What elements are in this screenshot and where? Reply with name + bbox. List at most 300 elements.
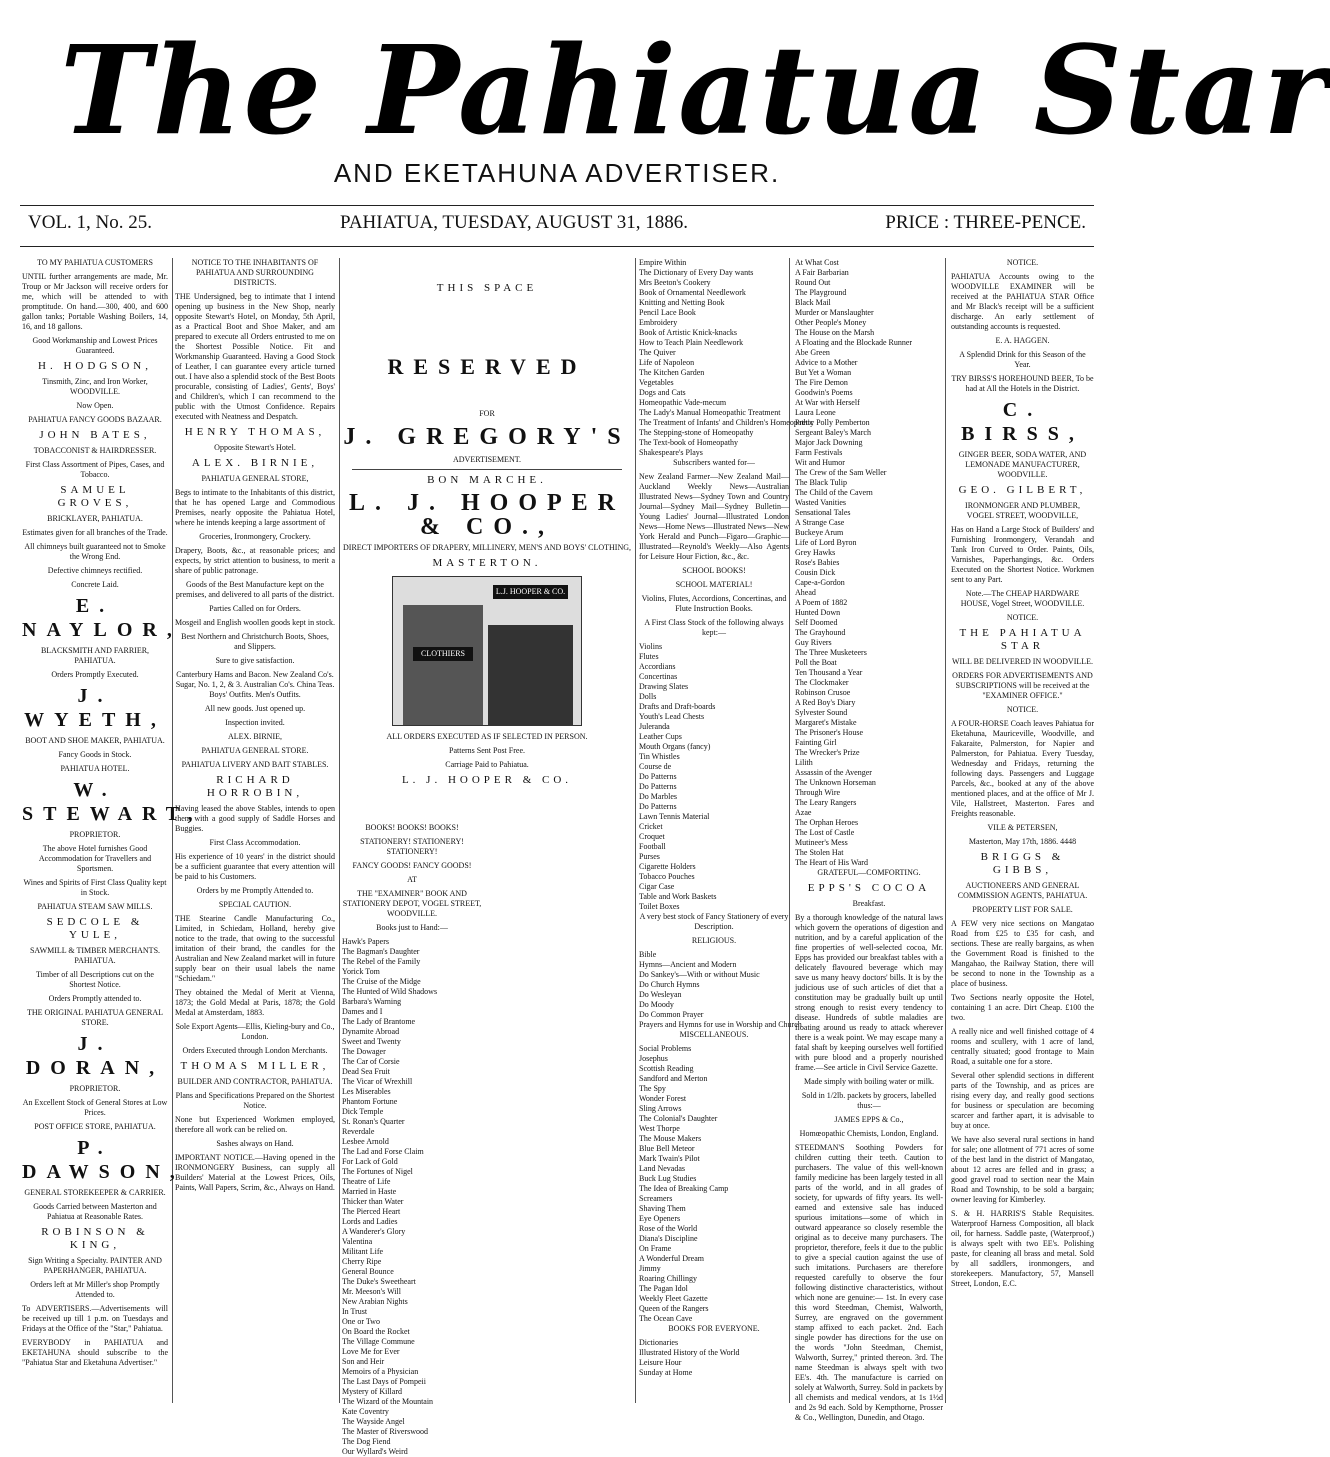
list-item: At What Cost xyxy=(795,258,839,267)
ad-text: Carriage Paid to Pahiatua. xyxy=(445,760,529,769)
list-item: The Lady's Manual Homeopathic Treatment xyxy=(639,408,781,417)
ad-text: Groceries, Ironmongery, Crockery. xyxy=(199,532,311,541)
list-item: Illustrated History of the World xyxy=(639,1348,740,1357)
list-item: Round Out xyxy=(795,278,831,287)
ad-heading: PAHIATUA FANCY GOODS BAZAAR. xyxy=(28,415,162,424)
misc-list xyxy=(639,1044,789,1324)
column-1 xyxy=(22,258,203,1403)
advertiser-trade: AUCTIONEERS AND GENERAL COMMISSION AGENTS, PAHIATUA. xyxy=(957,881,1088,900)
list-item: Lesbee Arnold xyxy=(342,1137,389,1146)
ad-heading: PROPERTY LIST FOR SALE. xyxy=(972,905,1073,914)
column-2 xyxy=(175,258,335,1403)
list-item: Hawk's Papers xyxy=(342,937,389,946)
list-item: Blue Bell Meteor xyxy=(639,1144,695,1153)
list-item: On Board the Rocket xyxy=(342,1327,410,1336)
ad-heading: Subscribers wanted for— xyxy=(673,458,755,467)
ad-text: ADVERTISEMENT. xyxy=(452,455,522,464)
list-item: Hunted Down xyxy=(795,608,841,617)
list-item: The Wrecker's Prize xyxy=(795,748,860,757)
advertiser-name: H. HODGSON, xyxy=(38,360,152,372)
ad-heading: MASTERTON. xyxy=(432,557,542,569)
advertiser-name: W. STEWART, xyxy=(22,779,203,825)
list-item: Dynamite Abroad xyxy=(342,1027,400,1036)
column-3 xyxy=(342,258,632,1456)
ad-text: A Splendid Drink for this Season of the Year. xyxy=(959,350,1086,369)
advertiser-trade: TOBACCONIST & HAIRDRESSER. xyxy=(33,446,157,455)
list-item: The Colonial's Daughter xyxy=(639,1114,718,1123)
list-item: Book of Ornamental Needlework xyxy=(639,288,746,297)
advertiser-name: ALEX. BIRNIE, xyxy=(191,457,319,469)
ad-text: S. & H. HARRIS'S Stable Requisites. Waterproof Harness Composition, all black oil, for harness. Saddle paste, (Waterproof,) is always spelt with two EE's. Polishing paste, for cleaning all brass and metal. Sold by all saddlers, ironmongers, and storekeepers. Manufactory, 57, Mansell Street, London, E.C. xyxy=(951,1209,1094,1288)
list-item: St. Ronan's Quarter xyxy=(342,1117,405,1126)
list-item: Book of Artistic Knick-knacks xyxy=(639,328,737,337)
list-item: Dogs and Cats xyxy=(639,388,686,397)
issue-price: PRICE : THREE-PENCE. xyxy=(885,212,1086,233)
advertiser-name: HENRY THOMAS, xyxy=(184,426,326,438)
list-item: The Lad and Forse Claim xyxy=(342,1147,424,1156)
list-item: The Text-book of Homeopathy xyxy=(639,438,739,447)
masthead-rule-top xyxy=(20,205,1094,206)
list-item: How to Teach Plain Needlework xyxy=(639,338,744,347)
list-item: West Thorpe xyxy=(639,1124,680,1133)
ad-text: Wines and Spirits of First Class Quality kept in Stock. xyxy=(23,878,167,897)
list-item: The Lady of Brantome xyxy=(342,1017,416,1026)
list-item: Lords and Ladies xyxy=(342,1217,398,1226)
list-item: Advice to a Mother xyxy=(795,358,858,367)
list-item: Les Miserables xyxy=(342,1087,391,1096)
list-item: Do Patterns xyxy=(639,782,677,791)
ad-heading: NOTICE TO THE INHABITANTS OF PAHIATUA AND SURROUNDING DISTRICTS. xyxy=(191,258,319,287)
ad-heading: SCHOOL MATERIAL! xyxy=(675,580,753,589)
list-item: Abe Green xyxy=(795,348,830,357)
advertiser-name: VILE & PETERSEN, xyxy=(987,823,1058,832)
ad-text: A really nice and well finished cottage of 4 rooms and scullery, with 1 acre of land, centrally situated; good frontage to Main Road, a suitable one for a store. xyxy=(951,1027,1094,1066)
ad-text: None but Experienced Workmen employed, therefore all work can be relied on. xyxy=(175,1115,335,1134)
list-item: A Floating and the Blockade Runner xyxy=(795,338,913,347)
ad-heading: THE "EXAMINER" BOOK AND STATIONERY DEPOT, VOGEL STREET, WOODVILLE. xyxy=(342,889,482,918)
list-item: Cape-a-Gordon xyxy=(795,578,845,587)
list-item: Dames and I xyxy=(342,1007,383,1016)
ad-text: THE Stearine Candle Manufacturing Co., Limited, in Schiedam, Holland, hereby give notice to the trade, that owing to the successful imitation of their brand, the candles for the Australian and New Zealand market will in future supply bear on their usual labels the name "Schiedam." xyxy=(175,914,335,983)
list-item: Wit and Humor xyxy=(795,458,845,467)
ad-text: Sold in 1/2lb. packets by grocers, labelled thus:— xyxy=(801,1091,937,1110)
columns xyxy=(22,258,1094,1456)
list-item: The Leary Rangers xyxy=(795,798,857,807)
ad-text: Goods of the Best Manufacture kept on the premises, and delivered to all parts of the district. xyxy=(175,580,335,599)
list-item: Theatre of Life xyxy=(342,1177,391,1186)
list-item: Poll the Boat xyxy=(795,658,837,667)
ad-text: Now Open. xyxy=(76,401,114,410)
ad-text: Breakfast. xyxy=(852,899,886,908)
ad-text: Defective chimneys rectified. xyxy=(47,566,143,575)
advertiser-name: ROBINSON & KING, xyxy=(41,1226,149,1251)
list-item: Rose's Babies xyxy=(795,558,840,567)
ad-text: Plans and Specifications Prepared on the Shortest Notice. xyxy=(175,1091,335,1110)
ad-heading: PAHIATUA HOTEL. xyxy=(60,764,130,773)
ad-text: Mosgeil and English woollen goods kept in stock. xyxy=(175,618,335,627)
list-item: The Cruise of the Midge xyxy=(342,977,421,986)
ad-text: Two Sections nearly opposite the Hotel, containing 1 an acre. Dirt Cheap. £100 the two. xyxy=(951,993,1094,1022)
list-item: Love Me for Ever xyxy=(342,1347,400,1356)
list-item: Buckeye Arum xyxy=(795,528,844,537)
advertiser-trade: PROPRIETOR. xyxy=(69,830,121,839)
list-item: Cigarette Holders xyxy=(639,862,696,871)
ad-heading: FANCY GOODS! FANCY GOODS! xyxy=(352,861,472,870)
advertiser-trade: PAHIATUA GENERAL STORE, xyxy=(201,474,309,483)
list-item: The Heart of His Ward xyxy=(795,858,868,867)
list-item: Murder or Manslaughter xyxy=(795,308,874,317)
list-item: Dick Temple xyxy=(342,1107,384,1116)
list-item: Drafts and Draft-boards xyxy=(639,702,716,711)
ad-text: ORDERS FOR ADVERTISEMENTS AND SUBSCRIPTIONS will be received at the "EXAMINER OFFICE." xyxy=(952,671,1093,700)
ad-text: Canterbury Hams and Bacon. New Zealand Co's. Sugar, No. 1, 2, & 3. Australian Co's. China Teas. Boys' Outfits. Men's Outfits. xyxy=(175,670,335,699)
advertiser-trade: PROPRIETOR. xyxy=(69,1084,121,1093)
list-item: Fainting Girl xyxy=(795,738,837,747)
list-item: The Orphan Heroes xyxy=(795,818,859,827)
list-item: Homeopathic Vade-mecum xyxy=(639,398,727,407)
ad-heading: THE ORIGINAL PAHIATUA GENERAL STORE. xyxy=(26,1008,164,1027)
list-item: New Arabian Nights xyxy=(342,1297,408,1306)
list-item: Do Sankey's—With or without Music xyxy=(639,970,760,979)
ad-text: Masterton, May 17th, 1886. 4448 xyxy=(968,837,1077,846)
ad-heading: SPECIAL CAUTION. xyxy=(218,900,292,909)
ad-heading: THIS SPACE xyxy=(436,282,538,294)
list-item: Our Wyllard's Weird xyxy=(342,1447,408,1456)
list-item: Sylvester Sound xyxy=(795,708,848,717)
ad-text: Begs to intimate to the Inhabitants of this district, that he has opened Large and Commodious Premises, nearly opposite the Pahiatua Hotel, where he intends keeping a large assortment of xyxy=(175,488,335,527)
list-item: Wonder Forest xyxy=(639,1094,687,1103)
advertiser-trade: BRICKLAYER, PAHIATUA. xyxy=(47,514,143,523)
ad-heading: GRATEFUL—COMFORTING. xyxy=(817,868,921,877)
ad-text: Inspection invited. xyxy=(225,718,285,727)
list-item: Pencil Lace Book xyxy=(639,308,696,317)
ad-text: FOR xyxy=(479,409,495,418)
building-right xyxy=(488,625,573,725)
ad-heading: BOOKS FOR EVERYONE. xyxy=(668,1324,760,1333)
list-item: Valentina xyxy=(342,1237,373,1246)
advertiser-trade: GINGER BEER, SODA WATER, AND LEMONADE MANUFACTURER, WOODVILLE. xyxy=(958,450,1087,479)
advertiser-name: JAMES EPPS & Co., xyxy=(834,1115,904,1124)
list-item: Accordians xyxy=(639,662,676,671)
ad-text: Parties Called on for Orders. xyxy=(209,604,301,613)
list-item: A Fair Barbarian xyxy=(795,268,849,277)
list-item: Son and Heir xyxy=(342,1357,385,1366)
list-item: Lilith xyxy=(795,758,813,767)
advertiser-trade: SAWMILL & TIMBER MERCHANTS. PAHIATUA. xyxy=(29,946,161,965)
list-item: Weekly Fleet Gazette xyxy=(639,1294,708,1303)
list-item: Reverdale xyxy=(342,1127,375,1136)
ad-text: First Class Assortment of Pipes, Cases, and Tobacco. xyxy=(25,460,165,479)
list-item: The Playground xyxy=(795,288,847,297)
newspaper-subtitle: AND EKETAHUNA ADVERTISER. xyxy=(333,158,781,188)
list-item: Phantom Fortune xyxy=(342,1097,398,1106)
ad-text: AT xyxy=(407,875,417,884)
list-item: Do Marbles xyxy=(639,792,677,801)
ad-heading: NOTICE. xyxy=(1006,705,1039,714)
advertiser-name: L. J. HOOPER & CO., xyxy=(348,490,625,540)
ad-heading: PAHIATUA STEAM SAW MILLS. xyxy=(37,902,153,911)
column-6 xyxy=(951,258,1094,1403)
ad-text: Note.—The CHEAP HARDWARE HOUSE, Vogel Street, WOODVILLE. xyxy=(960,589,1085,608)
ad-text: A First Class Stock of the following always kept:— xyxy=(644,618,784,637)
ad-text: An Excellent Stock of General Stores at Low Prices. xyxy=(22,1098,168,1117)
list-item: The Wizard of the Mountain xyxy=(342,1397,434,1406)
ad-text: Orders Executed through London Merchants. xyxy=(182,1046,328,1055)
list-item: Farm Festivals xyxy=(795,448,843,457)
ad-text: Patterns Sent Post Free. xyxy=(449,746,525,755)
advertiser-name: ALEX. BIRNIE, xyxy=(228,732,282,741)
dateline-bar xyxy=(28,212,1086,242)
list-item: The Unknown Horseman xyxy=(795,778,876,787)
list-item: General Bounce xyxy=(342,1267,394,1276)
list-item: At War with Herself xyxy=(795,398,860,407)
list-item: The Quiver xyxy=(639,348,676,357)
ad-heading: SCHOOL BOOKS! xyxy=(682,566,746,575)
list-item: Pretty Polly Pemberton xyxy=(795,418,870,427)
shop-sign: L.J. HOOPER & CO. xyxy=(493,585,568,599)
ad-heading: POST OFFICE STORE, PAHIATUA. xyxy=(34,1122,156,1131)
list-item: One or Two xyxy=(342,1317,380,1326)
list-item: Mutineer's Mess xyxy=(795,838,848,847)
ad-text: Orders by me Promptly Attended to. xyxy=(196,886,314,895)
list-item: A Red Boy's Diary xyxy=(795,698,856,707)
ad-text: They obtained the Medal of Merit at Vienna, 1873; the Gold Medal at Paris, 1878; the Gold Medal at Amsterdam, 1883. xyxy=(175,988,335,1017)
advertiser-trade: BOOT AND SHOE MAKER, PAHIATUA. xyxy=(25,736,165,745)
list-item: Tobacco Pouches xyxy=(639,872,695,881)
list-item: Lawn Tennis Material xyxy=(639,812,710,821)
list-item: Guy Rivers xyxy=(795,638,832,647)
list-item: The House on the Marsh xyxy=(795,328,875,337)
list-item: The Pagan Idol xyxy=(639,1284,688,1293)
list-item: Assassin of the Avenger xyxy=(795,768,872,777)
ad-text: His experience of 10 years' in the district should be a sufficient guarantee that every attention will be paid to his Customers. xyxy=(175,852,335,881)
ad-heading: NOTICE. xyxy=(1006,613,1039,622)
advertiser-name: L. J. HOOPER & CO. xyxy=(401,774,573,786)
list-item: Purses xyxy=(639,852,660,861)
list-item: Juleranda xyxy=(639,722,670,731)
volume-number: VOL. 1, No. 25. xyxy=(28,212,153,233)
ad-text: All new goods. Just opened up. xyxy=(204,704,306,713)
list-item: A Strange Case xyxy=(795,518,845,527)
ad-heading: TO MY PAHIATUA CUSTOMERS xyxy=(37,258,153,267)
list-item: The Three Musketeers xyxy=(795,648,867,657)
ad-text: New Zealand Farmer—New Zealand Mail—Auckland Weekly News—Australian Illustrated News—Sydney Town and Country Journal—Sydney Mail—Sydney Bulletin—Young Ladies' Journal—Illustrated London News—Home News—Illustrated News—New York Herald and Punch—Figaro—Graphic—Illustrated—Reynold's Weekly—Also Agents for Leisure Hour Fiction, &c., &c. xyxy=(639,472,789,561)
ad-text: Opposite Stewart's Hotel. xyxy=(214,443,296,452)
list-item: Concertinas xyxy=(639,672,678,681)
goods-list xyxy=(639,642,789,912)
advertiser-name: THOMAS MILLER, xyxy=(180,1060,330,1072)
ad-heading: BOOKS! BOOKS! BOOKS! xyxy=(365,823,459,832)
list-item: The Clockmaker xyxy=(795,678,849,687)
list-item: Table and Work Baskets xyxy=(639,892,717,901)
ad-text: ALL ORDERS EXECUTED AS IF SELECTED IN PERSON. xyxy=(386,732,588,741)
ad-text: STEEDMAN'S Soothing Powders for children cutting their teeth. Caution to purchasers. The value of this well-known family medicine has been largely tested in all parts of the world, and in all grades of society, for upwards of fifty years. Its well-earned and extensive sale has induced spurious imitations—some of which in outward appearance so closely resemble the original as to deceive many purchasers. The proprietor, therefore, feels it due to the public to give a special caution against the use of such imitations. Purchasers are therefore requested carefully to observe the four following distinctive characteristics, without which none are genuine:— 1st. In every case this word Steedman, Chemist, Walworth, Surrey, are engraved on the government stamp affixed to each packet. 2nd. Each single powder has directions for the use on the words "John Steedman, Chemist, Walworth, Surrey," printed thereon. 3rd. The name Steedman is always spelt with two EE's. 4th. The manufacture is carried on solely at Walworth, Surrey. Sold in packets by all chemists and medical vendors, at 1s 1½d and 2s 9d each. Sold by Kempthorne, Prosser & Co., Wellington, Dunedin, and Otago. xyxy=(795,1143,943,1422)
list-item: Shakespeare's Plays xyxy=(639,448,703,457)
ad-text: DIRECT IMPORTERS OF DRAPERY, MILLINERY, MEN'S AND BOYS' CLOTHING, xyxy=(343,543,631,552)
ad-text: Drapery, Boots, &c., at reasonable prices; and expects, by strict attention to business, to merit a share of public patronage. xyxy=(175,546,335,575)
advertiser-name: P. DAWSON, xyxy=(22,1137,185,1183)
list-item: Shaving Them xyxy=(639,1204,686,1213)
list-item: Eye Openers xyxy=(639,1214,681,1223)
ad-text: Sign Writing a Specialty. PAINTER AND PAPERHANGER, PAHIATUA. xyxy=(28,1256,162,1275)
ad-heading: MISCELLANEOUS. xyxy=(679,1030,749,1039)
ad-text: Sure to give satisfaction. xyxy=(215,656,295,665)
list-item: A Wonderful Dream xyxy=(639,1254,704,1263)
ad-text: Fancy Goods in Stock. xyxy=(58,750,132,759)
list-item: Married in Haste xyxy=(342,1187,397,1196)
ad-text: WILL BE DELIVERED IN WOODVILLE. xyxy=(951,657,1094,666)
list-item: Mystery of Killard xyxy=(342,1387,402,1396)
ad-heading: NOTICE. xyxy=(1006,258,1039,267)
list-item: The Pierced Heart xyxy=(342,1207,401,1216)
ad-text: Has on Hand a Large Stock of Builders' and Furnishing Ironmongery, Verandah and Tank Iron Curved to Order. Paints, Oils, Varnishes, Paperhangings, &c. Orders Executed on the Shortest Notice. Workmen sent to any Part. xyxy=(951,525,1094,584)
list-item: The Ocean Cave xyxy=(639,1314,693,1323)
list-item: Sling Arrows xyxy=(639,1104,682,1113)
building-left xyxy=(403,605,483,725)
list-item: In Trust xyxy=(342,1307,368,1316)
list-item: Social Problems xyxy=(639,1044,692,1053)
ad-text: The above Hotel furnishes Good Accommodation for Travellers and Sportsmen. xyxy=(38,844,152,873)
list-item: Self Doomed xyxy=(795,618,838,627)
advertiser-name: E. NAYLOR, xyxy=(22,595,182,641)
masthead xyxy=(0,0,1330,265)
advertiser-trade: BUILDER AND CONTRACTOR, PAHIATUA. xyxy=(177,1077,333,1086)
list-item: Knitting and Netting Book xyxy=(639,298,725,307)
shopfront-illustration xyxy=(392,576,582,726)
list-item: Empire Within xyxy=(639,258,687,267)
list-item: Vegetables xyxy=(639,378,674,387)
list-item: Rose of the World xyxy=(639,1224,698,1233)
ad-text: TRY BIRSS'S HOREHOUND BEER, To be had at All the Hotels in the District. xyxy=(951,374,1094,393)
list-item: Cricket xyxy=(639,822,663,831)
ad-text: Timber of all Descriptions cut on the Shortest Notice. xyxy=(36,970,154,989)
book-list xyxy=(342,937,482,1457)
list-item: The Dictionary of Every Day wants xyxy=(639,268,754,277)
list-item: Bible xyxy=(639,950,657,959)
list-item: Sensational Tales xyxy=(795,508,851,517)
ad-text: Sashes always on Hand. xyxy=(216,1139,294,1148)
newspaper-title: The Pahiatua Star xyxy=(60,18,1330,162)
advertiser-name: JOHN BATES, xyxy=(39,429,151,441)
list-item: The Dog Fiend xyxy=(342,1437,391,1446)
ad-text: Made simply with boiling water or milk. xyxy=(804,1077,934,1086)
list-item: Robinson Crusoe xyxy=(795,688,851,697)
list-item: Scottish Reading xyxy=(639,1064,694,1073)
list-item: Memoirs of a Physician xyxy=(342,1367,419,1376)
list-item: Violins xyxy=(639,642,663,651)
advertiser-name: C. BIRSS, xyxy=(961,399,1084,445)
list-item: The Wayside Angel xyxy=(342,1417,405,1426)
advertiser-name: GEO. GILBERT, xyxy=(958,484,1087,496)
advertiser-trade: GENERAL STOREKEEPER & CARRIER. xyxy=(24,1188,166,1197)
list-item: The Treatment of Infants' and Children's Homeopathic xyxy=(639,418,814,427)
list-item: Dead Sea Fruit xyxy=(342,1067,390,1076)
ad-text: UNTIL further arrangements are made, Mr. Troup or Mr Jackson will receive orders for me, which will be attended to with promptitude. On hand.—300, 400, and 600 gallon tanks; Portable Washing Boilers, 14, 16, and 18 gallons. xyxy=(22,272,168,331)
list-item: The Child of the Cavern xyxy=(795,488,873,497)
ad-text: Sole Export Agents—Ellis, Kieling-bury and Co., London. xyxy=(175,1022,335,1041)
advertiser-trade: IRONMONGER AND PLUMBER, VOGEL STREET, WOODVILLE, xyxy=(965,501,1080,520)
ad-text: Homœopathic Chemists, London, England. xyxy=(799,1129,939,1138)
list-item: The Dowager xyxy=(342,1047,386,1056)
list-item: The Fortunes of Nigel xyxy=(342,1167,413,1176)
advertiser-trade: Tinsmith, Zinc, and Iron Worker, WOODVILLE. xyxy=(42,377,148,396)
ad-text: Violins, Flutes, Accordions, Concertinas, and Flute Instruction Books. xyxy=(641,594,787,613)
list-item: Queen of the Rangers xyxy=(639,1304,709,1313)
examiner-ad xyxy=(342,823,482,1457)
list-item: The Rebel of the Family xyxy=(342,957,421,966)
list-item: The Lost of Castle xyxy=(795,828,855,837)
list-item: The Spy xyxy=(639,1084,666,1093)
list-item: Prayers and Hymns for use in Worship and Church xyxy=(639,1020,802,1029)
advertiser-name: E. A. HAGGEN. xyxy=(995,336,1050,345)
ad-heading: PAHIATUA LIVERY AND BAIT STABLES. xyxy=(181,760,329,769)
list-item: Dolls xyxy=(639,692,657,701)
ad-text: We have also several rural sections in hand for sale; one allotment of 771 acres of some of the best land in the district of Mangatao, about 12 acres are felled and in grass; a good gravel road to section near the Main Road and Township, to be sold a bargain; owner leaving for Kimberley. xyxy=(951,1135,1094,1204)
list-item: Hymns—Ancient and Modern xyxy=(639,960,737,969)
ad-text: First Class Accommodation. xyxy=(209,838,301,847)
list-item: The Kitchen Garden xyxy=(639,368,705,377)
ad-text: EVERYBODY in PAHIATUA and EKETAHUNA should subscribe to the "Pahiatua Star and Eketahuna Advertiser." xyxy=(22,1338,168,1367)
list-item: Ten Thousand a Year xyxy=(795,668,863,677)
ad-text: Good Workmanship and Lowest Prices Guaranteed. xyxy=(32,336,158,355)
ad-text: Estimates given for all branches of the Trade. xyxy=(22,528,168,537)
divider xyxy=(352,469,622,470)
list-item: Azae xyxy=(795,808,812,817)
ad-text: Orders Promptly attended to. xyxy=(48,994,142,1003)
list-item: Life of Lord Byron xyxy=(795,538,857,547)
list-item: The Duke's Sweetheart xyxy=(342,1277,416,1286)
list-item: A Poem of 1882 xyxy=(795,598,848,607)
list-item: The Fire Demon xyxy=(795,378,848,387)
list-item: Flutes xyxy=(639,652,659,661)
list-item: Do Patterns xyxy=(639,772,677,781)
list-item: Football xyxy=(639,842,666,851)
list-item: The Last Days of Pompeii xyxy=(342,1377,426,1386)
ad-text: Goods Carried between Masterton and Pahiatua at Reasonable Rates. xyxy=(33,1202,157,1221)
religious-list xyxy=(639,950,802,1030)
ad-text: To ADVERTISERS.—Advertisements will be received up till 1 p.m. on Tuesdays and Fridays at the Office of the "Star," Pahiatua. xyxy=(22,1304,168,1333)
ad-text: Having leased the above Stables, intends to open them with a good supply of Saddle Horses and Buggies. xyxy=(175,804,335,833)
list-item: Sergeant Baley's March xyxy=(795,428,871,437)
ad-heading: RESERVED xyxy=(387,354,587,379)
list-item: Barbara's Warning xyxy=(342,997,402,1006)
list-item: Sunday at Home xyxy=(639,1368,693,1377)
list-item: Sandford and Merton xyxy=(639,1074,708,1083)
list-item: Sweet and Twenty xyxy=(342,1037,401,1046)
everyone-list xyxy=(639,1338,789,1378)
list-item: A Wanderer's Glory xyxy=(342,1227,406,1236)
ad-text: Orders left at Mr Miller's shop Promptly Attended to. xyxy=(30,1280,160,1299)
list-item: The Car of Corsie xyxy=(342,1057,400,1066)
list-item: The Prisoner's House xyxy=(795,728,864,737)
list-item: Toilet Boxes xyxy=(639,902,680,911)
list-item: Wasted Vanities xyxy=(795,498,846,507)
advertiser-name: THE PAHIATUA STAR xyxy=(959,627,1086,652)
advertiser-name: J. WYETH, xyxy=(24,685,166,731)
list-item: Through Wire xyxy=(795,788,841,797)
list-item: Militant Life xyxy=(342,1247,384,1256)
list-item: Youth's Lead Chests xyxy=(639,712,705,721)
list-item: For Lack of Gold xyxy=(342,1157,398,1166)
ad-text: THE Undersigned, beg to intimate that I intend opening up business in the New Shop, nearly opposite Stewart's Hotel, on Monday, 5th April, as a Practical Boot and Shoe Maker, and am prepared to execute all Orders entrusted to me on the Shortest Possible Notice. Fit and Workmanship Guaranteed. Having a Good Stock of Leather, I can guarantee every article turned out. I have also a splendid stock of the Best Boots procurable, consisting of Ladies', Gents', Boys' and Children's, which I can recommend to the public with the Utmost Confidence. Repairs executed with Neatness and Despatch. xyxy=(175,292,335,421)
list-item: Black Mail xyxy=(795,298,831,307)
ad-heading: BON MARCHE. xyxy=(427,474,547,486)
list-item: Margaret's Mistake xyxy=(795,718,857,727)
list-item: Drawing Slates xyxy=(639,682,689,691)
list-item: Diana's Discipline xyxy=(639,1234,698,1243)
advertiser-name: SAMUEL GROVES, xyxy=(57,484,133,509)
list-item: Josephus xyxy=(639,1054,668,1063)
